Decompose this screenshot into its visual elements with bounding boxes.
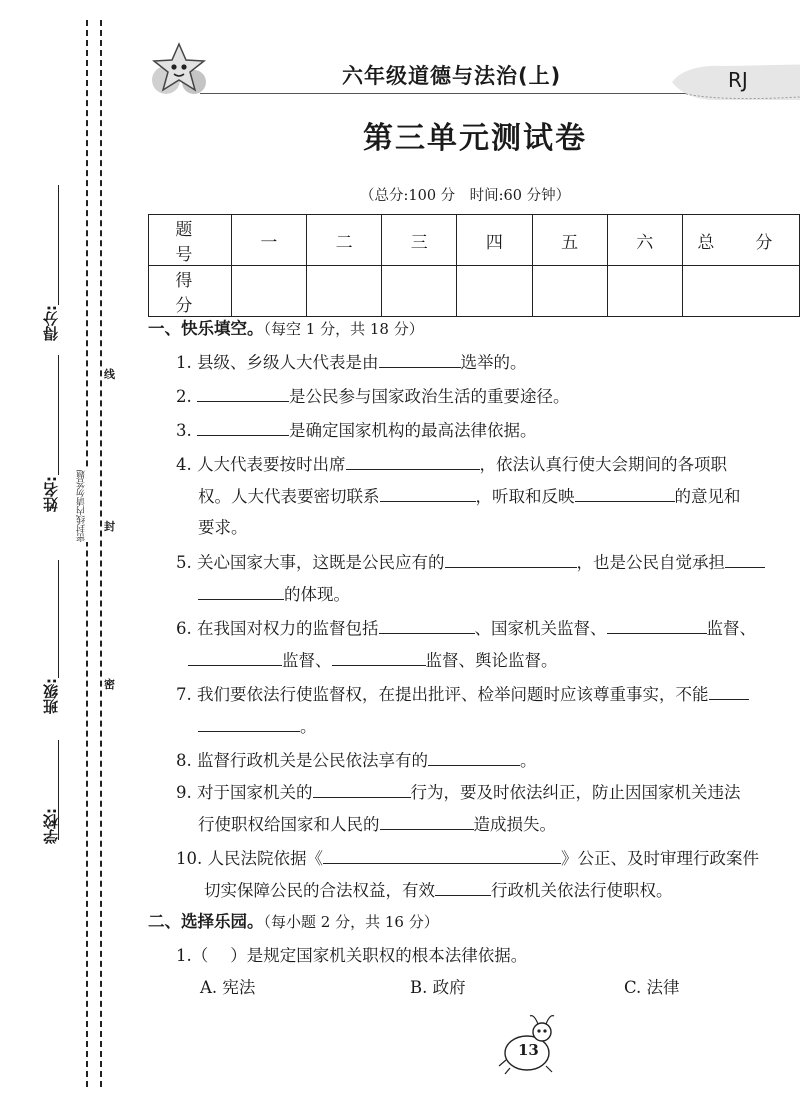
answer-blank[interactable]: [435, 879, 491, 896]
question-text: 的体现。: [284, 585, 350, 604]
question-text: 7. 我们要依法行使监督权，在提出批评、检举问题时应该尊重事实，不能: [176, 685, 709, 704]
question-1: [176, 351, 527, 374]
score-write-line: [58, 185, 59, 305]
seal-notice: 密封线内请勿答题: [77, 470, 87, 542]
section-title: 二、选择乐园。: [148, 912, 264, 931]
question-text: 1. 县级、乡级人大代表是由: [176, 353, 379, 372]
question-text: 5. 关心国家大事，这既是公民应有的: [176, 553, 445, 572]
answer-blank[interactable]: [197, 419, 289, 436]
score-input-cell[interactable]: [306, 266, 381, 317]
binding-dashed-line: [86, 20, 88, 1087]
answer-blank[interactable]: [380, 485, 476, 502]
seal-word-line: 线: [104, 368, 115, 381]
score-label: 得分:: [42, 305, 60, 341]
school-label: 学校:: [42, 808, 60, 844]
table-cell: 总 分: [682, 215, 799, 266]
seal-word-seal: 封: [104, 520, 115, 533]
question-text: ）是规定国家机关职权的根本法律依据。: [230, 946, 528, 965]
table-row: [149, 266, 800, 317]
class-label: 班级:: [42, 678, 60, 714]
question-text: 切实保障公民的合法权益，有效: [204, 881, 435, 900]
question-text: 4. 人大代表要按时出席: [176, 455, 346, 474]
edition-badge: RJ: [728, 68, 748, 92]
page-number: 13: [518, 1041, 539, 1059]
question-4-end: [198, 517, 248, 539]
name-write-line: [58, 355, 59, 475]
header-rule: [200, 93, 720, 94]
question-10-cont: [204, 879, 673, 902]
answer-blank[interactable]: [575, 485, 675, 502]
question-text: 》公正、及时审理行政案件: [561, 849, 759, 868]
answer-blank[interactable]: [198, 715, 300, 732]
section-heading: [148, 911, 439, 933]
question-5-cont: [198, 583, 350, 606]
book-title: 六年级道德与法治(上): [342, 64, 562, 88]
table-cell: 题 号: [149, 215, 232, 266]
choice-option-c: C. 法律: [624, 978, 680, 997]
answer-blank[interactable]: [346, 453, 480, 470]
question-text: 监督、舆论监督。: [425, 651, 558, 670]
question-text: 。: [300, 717, 317, 736]
question-text: 10. 人民法院依据《: [176, 849, 323, 868]
answer-blank[interactable]: [197, 385, 289, 402]
question-text: 。: [520, 751, 537, 770]
question-4-cont: [198, 485, 741, 508]
answer-blank[interactable]: [428, 749, 520, 766]
answer-blank[interactable]: [198, 583, 284, 600]
question-text: 8. 监督行政机关是公民依法享有的: [176, 751, 428, 770]
question-9: [176, 781, 741, 804]
question-text: 要求。: [198, 518, 248, 537]
exam-title: 第三单元测试卷: [363, 121, 587, 156]
score-input-cell[interactable]: [457, 266, 532, 317]
question-7-cont: [198, 715, 317, 738]
answer-blank[interactable]: [445, 551, 577, 568]
question-text: 2.: [176, 387, 192, 406]
class-write-line: [58, 560, 59, 678]
question-9-cont: [198, 813, 556, 836]
question-text: 3.: [176, 421, 192, 440]
question-text: 选举的。: [460, 353, 527, 372]
section-note: （每空 1 分，共 18 分）: [263, 320, 424, 338]
section-note: （每小题 2 分，共 16 分）: [263, 913, 439, 931]
question-text: 行政机关依法行使职权。: [491, 881, 673, 900]
question-text: 行为，要及时依法纠正，防止因国家机关违法: [410, 783, 741, 802]
question-text: 是确定国家机构的最高法律依据。: [289, 421, 537, 440]
table-cell: 六: [607, 215, 682, 266]
binding-dashed-line: [100, 20, 102, 1087]
question-text: 1.（: [176, 946, 209, 965]
question-4: [176, 453, 727, 476]
section-title: 一、快乐填空。: [148, 319, 264, 338]
question-5: [176, 551, 765, 574]
question-8: [176, 749, 537, 772]
question-text: ，依法认真行使大会期间的各项职: [479, 455, 727, 474]
answer-blank[interactable]: [379, 351, 461, 368]
question-3: [176, 419, 537, 442]
answer-blank[interactable]: [725, 551, 765, 568]
exam-info: （总分:100 分 时间:60 分钟）: [360, 188, 571, 204]
score-input-cell[interactable]: [231, 266, 306, 317]
table-cell: 二: [306, 215, 381, 266]
answer-blank[interactable]: [709, 683, 749, 700]
score-table: [148, 214, 800, 317]
table-cell: 五: [532, 215, 607, 266]
question-text: 6. 在我国对权力的监督包括: [176, 619, 379, 638]
question-text: 监督、: [706, 619, 756, 638]
question-text: 行使职权给国家和人民的: [198, 815, 380, 834]
page-number-badge: [496, 1010, 566, 1076]
answer-blank[interactable]: [380, 813, 474, 830]
table-cell: 一: [231, 215, 306, 266]
answer-blank[interactable]: [188, 649, 282, 666]
section-heading: [148, 318, 424, 340]
answer-blank[interactable]: [607, 617, 707, 634]
score-input-cell[interactable]: [607, 266, 682, 317]
question-6-cont: [188, 649, 558, 672]
question-7: [176, 683, 749, 706]
table-cell: 四: [457, 215, 532, 266]
question-10: [176, 847, 759, 870]
table-cell: 三: [382, 215, 457, 266]
answer-blank[interactable]: [323, 847, 561, 864]
name-label: 姓名:: [42, 476, 60, 512]
choice-option-a: A. 宪法: [200, 978, 256, 997]
choice-option-b: B. 政府: [410, 978, 466, 997]
seal-word-close: 密: [104, 678, 115, 691]
question-text: ，听取和反映: [475, 487, 575, 506]
question-text: 、国家机关监督、: [474, 619, 607, 638]
question-2: [176, 385, 570, 408]
question-text: 监督、: [282, 651, 332, 670]
table-cell: 得 分: [149, 266, 232, 317]
question-text: 是公民参与国家政治生活的重要途径。: [289, 387, 570, 406]
choice-question-1: [176, 945, 527, 967]
score-input-cell[interactable]: [532, 266, 607, 317]
question-text: ，也是公民自觉承担: [576, 553, 725, 572]
question-text: 9. 对于国家机关的: [176, 783, 313, 802]
answer-blank[interactable]: [332, 649, 426, 666]
question-text: 权。人大代表要密切联系: [198, 487, 380, 506]
question-6: [176, 617, 756, 640]
answer-blank[interactable]: [379, 617, 475, 634]
question-text: 造成损失。: [473, 815, 556, 834]
answer-blank[interactable]: [313, 781, 411, 798]
star-mascot-icon: [148, 40, 210, 100]
question-text: 的意见和: [674, 487, 741, 506]
score-input-cell[interactable]: [682, 266, 799, 317]
table-row: [149, 215, 800, 266]
score-input-cell[interactable]: [382, 266, 457, 317]
